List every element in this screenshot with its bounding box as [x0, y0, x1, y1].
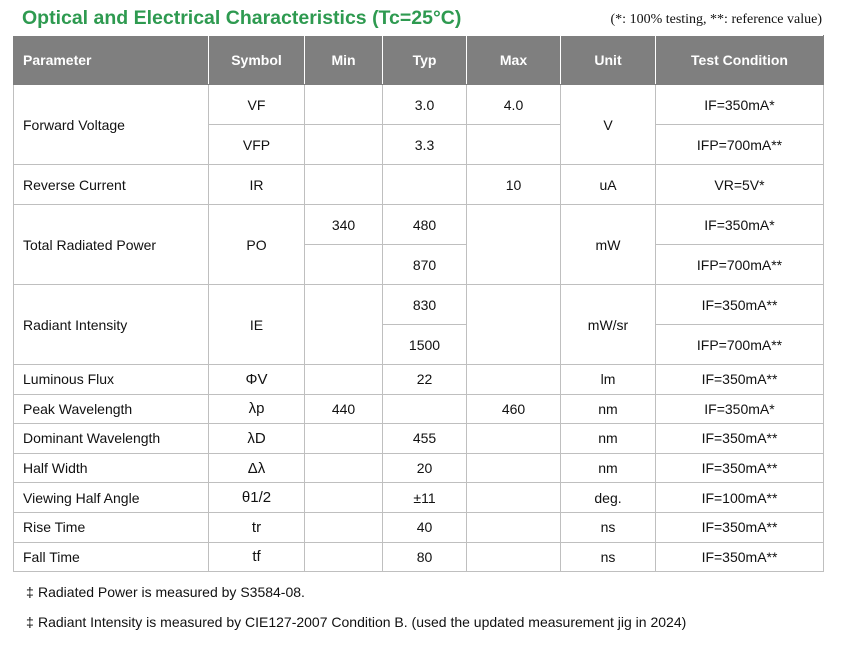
- table-row: [14, 424, 824, 454]
- table-row: [14, 542, 824, 572]
- param-cell: Luminous Flux: [14, 365, 209, 395]
- unit-cell: deg.: [561, 483, 656, 513]
- table-row: [14, 365, 824, 395]
- param-cell: Half Width: [14, 453, 209, 483]
- header-max: Max: [467, 36, 561, 85]
- min-cell: 440: [305, 394, 383, 424]
- typ-cell: 3.0: [383, 85, 467, 125]
- min-cell: [305, 483, 383, 513]
- symbol-cell: VFP: [209, 125, 305, 165]
- typ-cell: 870: [383, 245, 467, 285]
- typ-cell: [383, 394, 467, 424]
- max-cell: [467, 453, 561, 483]
- typ-cell: 40: [383, 512, 467, 542]
- param-cell: Viewing Half Angle: [14, 483, 209, 513]
- testing-legend-note: (*: 100% testing, **: reference value): [610, 12, 822, 27]
- symbol-cell: ΦV: [209, 365, 305, 395]
- condition-cell: VR=5V*: [656, 165, 824, 205]
- header-test-condition: Test Condition: [656, 36, 824, 85]
- condition-cell: IF=350mA**: [656, 285, 824, 325]
- table-row: [14, 85, 824, 125]
- unit-cell: uA: [561, 165, 656, 205]
- characteristics-table: [13, 35, 824, 572]
- symbol-cell: λD: [209, 424, 305, 454]
- unit-cell: ns: [561, 512, 656, 542]
- header-symbol: Symbol: [209, 36, 305, 85]
- table-row: [14, 512, 824, 542]
- symbol-cell: VF: [209, 85, 305, 125]
- symbol-cell: IE: [209, 285, 305, 365]
- condition-cell: IF=350mA**: [656, 512, 824, 542]
- typ-cell: 480: [383, 205, 467, 245]
- table-row: [14, 483, 824, 513]
- min-cell: [305, 285, 383, 365]
- param-cell: Radiant Intensity: [14, 285, 209, 365]
- min-cell: [305, 453, 383, 483]
- param-cell: Forward Voltage: [14, 85, 209, 165]
- unit-cell: V: [561, 85, 656, 165]
- condition-cell: IF=100mA**: [656, 483, 824, 513]
- footnote-radiated-power: [26, 584, 686, 614]
- double-dagger-icon: ‡: [26, 614, 34, 630]
- symbol-cell: Δλ: [209, 453, 305, 483]
- typ-cell: 80: [383, 542, 467, 572]
- header-unit: Unit: [561, 36, 656, 85]
- symbol-cell: λp: [209, 394, 305, 424]
- symbol-cell: θ1/2: [209, 483, 305, 513]
- condition-cell: IF=350mA**: [656, 453, 824, 483]
- header-parameter: Parameter: [14, 36, 209, 85]
- min-cell: [305, 85, 383, 125]
- symbol-cell: tf: [209, 542, 305, 572]
- page-title: Optical and Electrical Characteristics (Tc=25°C): [22, 7, 462, 29]
- unit-cell: mW: [561, 205, 656, 285]
- condition-cell: IF=350mA*: [656, 394, 824, 424]
- footnote-text: Radiant Intensity is measured by CIE127-2007 Condition B. (used the updated measurement jig in 2024): [38, 614, 687, 630]
- unit-cell: ns: [561, 542, 656, 572]
- min-cell: [305, 245, 383, 285]
- table-row: [14, 165, 824, 205]
- typ-cell: 455: [383, 424, 467, 454]
- min-cell: [305, 542, 383, 572]
- table-header-row: [14, 36, 824, 85]
- max-cell: [467, 285, 561, 365]
- footnote-radiant-intensity: [26, 614, 686, 644]
- footnotes: [26, 584, 686, 644]
- param-cell: Fall Time: [14, 542, 209, 572]
- max-cell: 4.0: [467, 85, 561, 125]
- condition-cell: IFP=700mA**: [656, 325, 824, 365]
- typ-cell: 20: [383, 453, 467, 483]
- table-row: [14, 394, 824, 424]
- typ-cell: ±11: [383, 483, 467, 513]
- unit-cell: lm: [561, 365, 656, 395]
- param-cell: Total Radiated Power: [14, 205, 209, 285]
- max-cell: [467, 365, 561, 395]
- min-cell: [305, 512, 383, 542]
- condition-cell: IF=350mA**: [656, 424, 824, 454]
- min-cell: 340: [305, 205, 383, 245]
- condition-cell: IF=350mA**: [656, 365, 824, 395]
- typ-cell: 22: [383, 365, 467, 395]
- unit-cell: nm: [561, 424, 656, 454]
- condition-cell: IF=350mA**: [656, 542, 824, 572]
- max-cell: [467, 512, 561, 542]
- typ-cell: [383, 165, 467, 205]
- max-cell: [467, 542, 561, 572]
- unit-cell: mW/sr: [561, 285, 656, 365]
- max-cell: [467, 483, 561, 513]
- table-row: [14, 285, 824, 325]
- max-cell: [467, 205, 561, 285]
- condition-cell: IF=350mA*: [656, 85, 824, 125]
- max-cell: [467, 424, 561, 454]
- param-cell: Reverse Current: [14, 165, 209, 205]
- double-dagger-icon: ‡: [26, 584, 34, 600]
- min-cell: [305, 424, 383, 454]
- param-cell: Peak Wavelength: [14, 394, 209, 424]
- max-cell: [467, 125, 561, 165]
- condition-cell: IFP=700mA**: [656, 245, 824, 285]
- typ-cell: 3.3: [383, 125, 467, 165]
- header-typ: Typ: [383, 36, 467, 85]
- condition-cell: IF=350mA*: [656, 205, 824, 245]
- unit-cell: nm: [561, 453, 656, 483]
- min-cell: [305, 365, 383, 395]
- condition-cell: IFP=700mA**: [656, 125, 824, 165]
- typ-cell: 1500: [383, 325, 467, 365]
- symbol-cell: PO: [209, 205, 305, 285]
- max-cell: 460: [467, 394, 561, 424]
- typ-cell: 830: [383, 285, 467, 325]
- symbol-cell: tr: [209, 512, 305, 542]
- min-cell: [305, 165, 383, 205]
- footnote-text: Radiated Power is measured by S3584-08.: [38, 584, 305, 600]
- param-cell: Rise Time: [14, 512, 209, 542]
- unit-cell: nm: [561, 394, 656, 424]
- table-row: [14, 205, 824, 245]
- table-row: [14, 453, 824, 483]
- symbol-cell: IR: [209, 165, 305, 205]
- min-cell: [305, 125, 383, 165]
- header-min: Min: [305, 36, 383, 85]
- param-cell: Dominant Wavelength: [14, 424, 209, 454]
- max-cell: 10: [467, 165, 561, 205]
